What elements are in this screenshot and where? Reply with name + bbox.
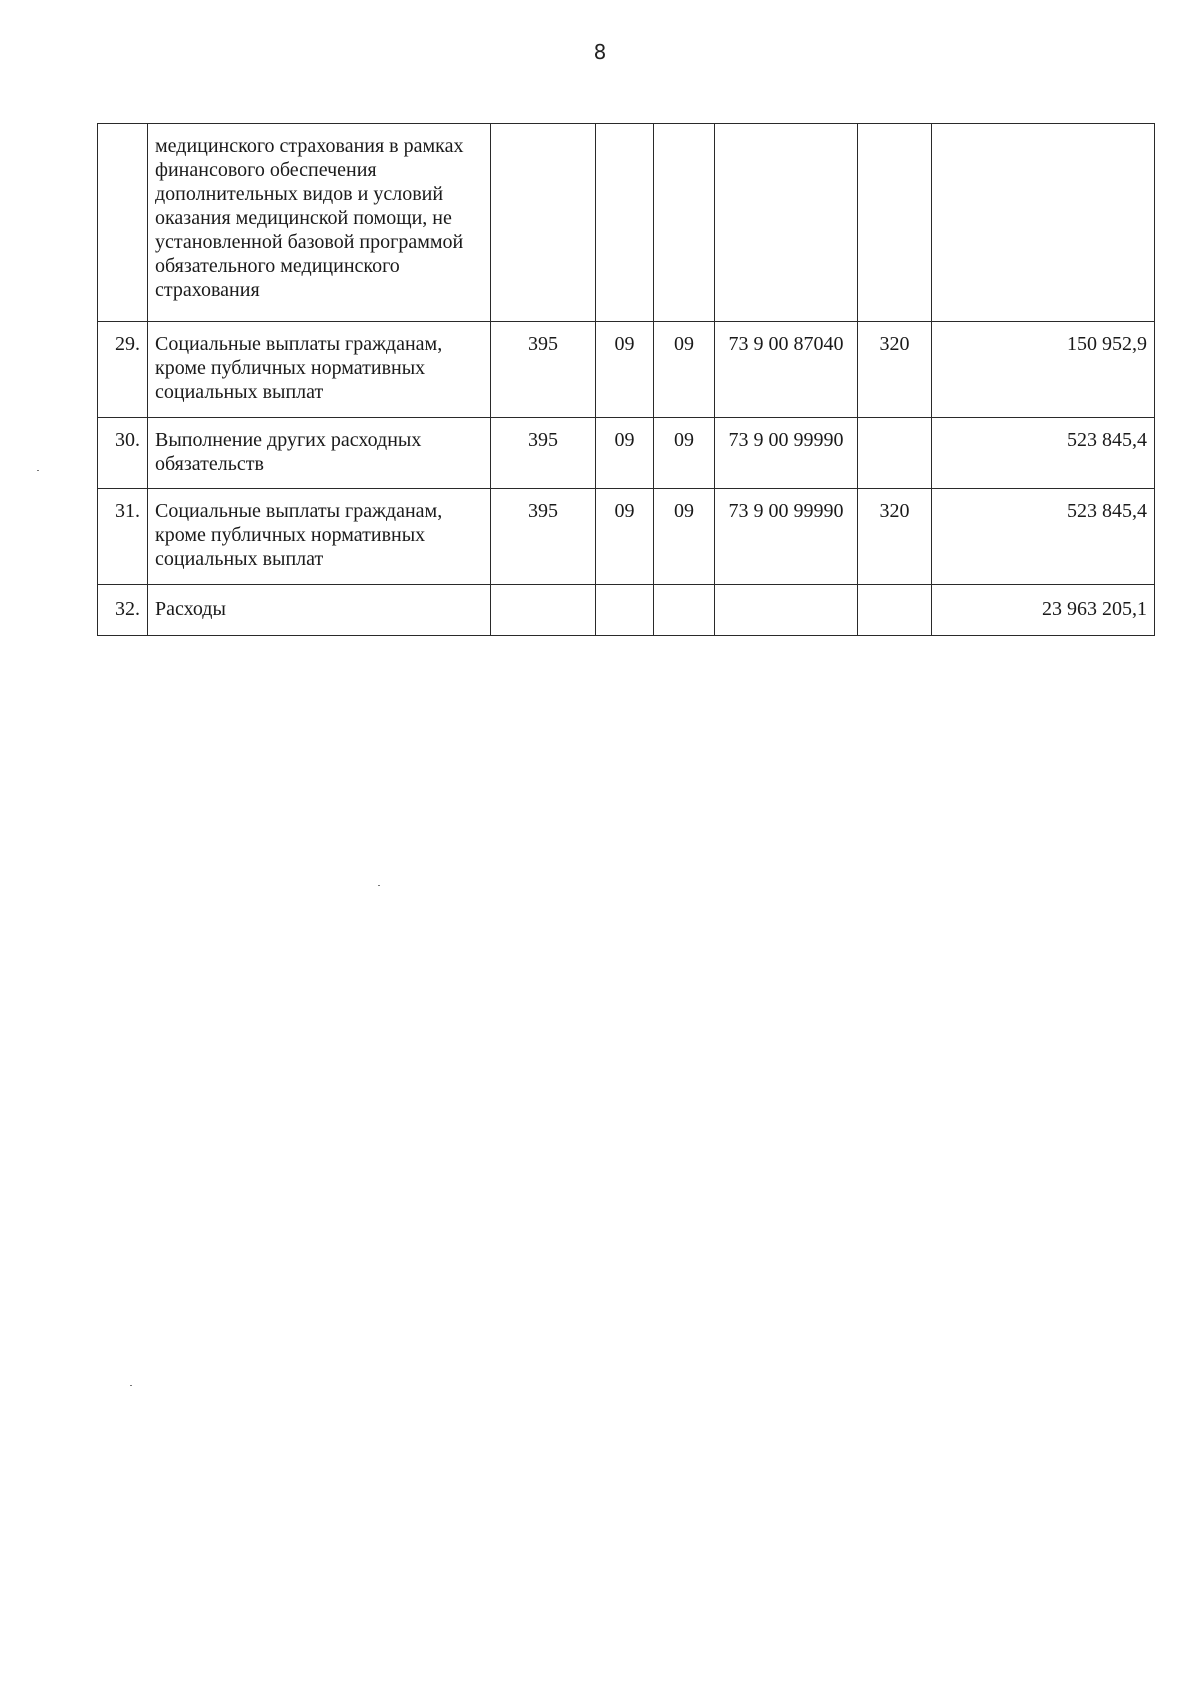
row-name-cell: Социальные выплаты гражданам, кроме публичных нормативных социальных выплат bbox=[148, 322, 491, 418]
target-article-cell: 73 9 00 99990 bbox=[715, 489, 858, 585]
section-code-cell: 09 bbox=[596, 322, 654, 418]
target-article-cell: 73 9 00 87040 bbox=[715, 322, 858, 418]
amount-cell: 150 952,9 bbox=[932, 322, 1155, 418]
row-name-cell: Социальные выплаты гражданам, кроме публичных нормативных социальных выплат bbox=[148, 489, 491, 585]
subsection-code-cell: 09 bbox=[654, 418, 715, 489]
amount-cell bbox=[932, 124, 1155, 322]
table-row bbox=[98, 124, 1155, 322]
dept-code-cell: 395 bbox=[491, 322, 596, 418]
expenditure-table bbox=[97, 123, 1155, 636]
page-number: 8 bbox=[593, 40, 607, 64]
row-number-cell: 29. bbox=[98, 322, 148, 418]
dept-code-cell: 395 bbox=[491, 489, 596, 585]
expense-type-cell bbox=[858, 585, 932, 636]
dept-code-cell bbox=[491, 124, 596, 322]
row-name-cell: медицинского страхования в рамках финансового обеспечения дополнительных видов и условий оказания медицинской помощи, не установленной базовой программой обязательного медицинского страхования bbox=[148, 124, 491, 322]
subsection-code-cell bbox=[654, 585, 715, 636]
scan-speck bbox=[130, 1385, 132, 1386]
expense-type-cell bbox=[858, 418, 932, 489]
target-article-cell: 73 9 00 99990 bbox=[715, 418, 858, 489]
dept-code-cell: 395 bbox=[491, 418, 596, 489]
expense-type-cell: 320 bbox=[858, 489, 932, 585]
table-row bbox=[98, 585, 1155, 636]
row-name-cell: Расходы bbox=[148, 585, 491, 636]
target-article-cell bbox=[715, 585, 858, 636]
dept-code-cell bbox=[491, 585, 596, 636]
scan-speck bbox=[37, 470, 39, 471]
section-code-cell: 09 bbox=[596, 418, 654, 489]
row-number-cell: 31. bbox=[98, 489, 148, 585]
subsection-code-cell bbox=[654, 124, 715, 322]
row-name-cell: Выполнение других расходных обязательств bbox=[148, 418, 491, 489]
section-code-cell bbox=[596, 585, 654, 636]
expense-type-cell: 320 bbox=[858, 322, 932, 418]
table-row bbox=[98, 418, 1155, 489]
section-code-cell bbox=[596, 124, 654, 322]
subsection-code-cell: 09 bbox=[654, 489, 715, 585]
row-number-cell bbox=[98, 124, 148, 322]
row-number-cell: 30. bbox=[98, 418, 148, 489]
scan-speck bbox=[378, 885, 380, 886]
section-code-cell: 09 bbox=[596, 489, 654, 585]
amount-cell: 523 845,4 bbox=[932, 489, 1155, 585]
subsection-code-cell: 09 bbox=[654, 322, 715, 418]
amount-cell: 23 963 205,1 bbox=[932, 585, 1155, 636]
amount-cell: 523 845,4 bbox=[932, 418, 1155, 489]
target-article-cell bbox=[715, 124, 858, 322]
table-row bbox=[98, 322, 1155, 418]
row-number-cell: 32. bbox=[98, 585, 148, 636]
expense-type-cell bbox=[858, 124, 932, 322]
table-row bbox=[98, 489, 1155, 585]
